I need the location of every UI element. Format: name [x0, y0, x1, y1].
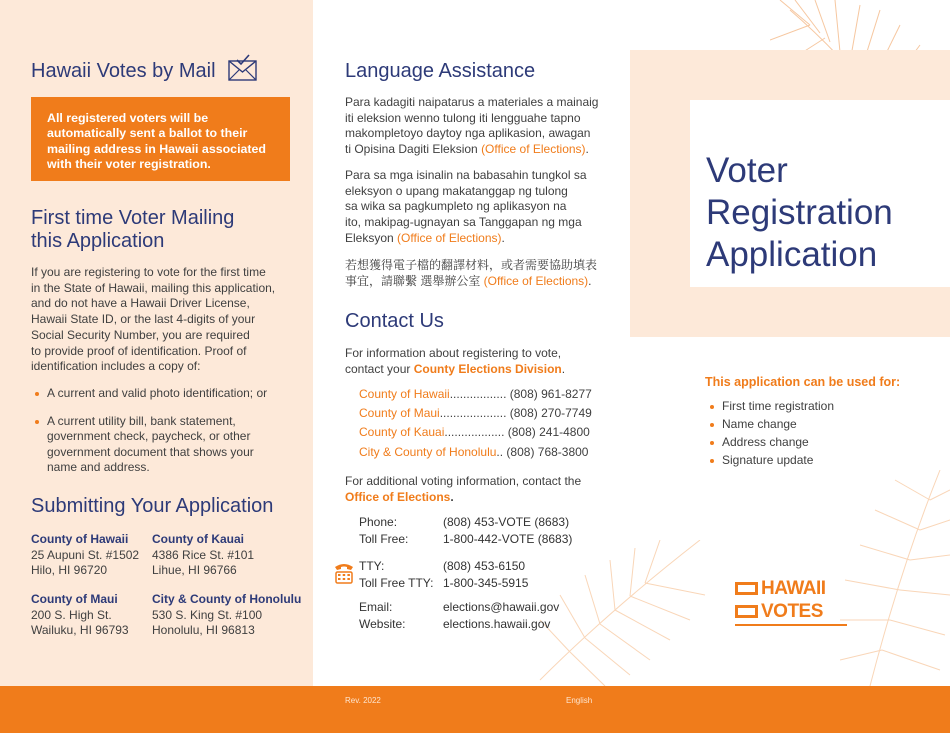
first-time-heading-line1: First time Voter Mailing: [31, 207, 235, 229]
paragraph-line: For information about registering to vote,: [345, 346, 562, 360]
list-item-text: government check, paycheck, or other: [47, 429, 251, 443]
footer-bar: [0, 686, 950, 733]
list-item: [706, 435, 926, 451]
list-item: [706, 417, 926, 433]
county-row-kauai: [359, 425, 590, 439]
county-phone: (808) 241-4800: [507, 425, 590, 439]
list-item-text: Name change: [722, 417, 797, 431]
period: .: [588, 273, 592, 288]
leader-dots: ..................: [444, 425, 505, 439]
county-row-honolulu: [359, 445, 588, 459]
first-time-heading: [31, 207, 234, 253]
paragraph-line: 事宜，請聯繫 選舉辦公室: [345, 273, 484, 288]
logo-row: [735, 601, 847, 622]
paragraph-line: contact your: [345, 361, 414, 376]
list-item: [31, 414, 291, 476]
list-item-text: Address change: [722, 435, 809, 449]
county-row-maui: [359, 406, 592, 420]
paragraph-line: ito, makipag-ugnayan sa Tanggapan ng mga: [345, 215, 582, 230]
ilocano-paragraph: [345, 95, 598, 158]
county-division-link[interactable]: County Elections Division: [413, 361, 562, 376]
address-line: 200 S. High St.: [31, 607, 112, 622]
paragraph-line: 若想獲得電子檔的翻譯材料，或者需要協助填表: [345, 258, 598, 272]
address-line: 4386 Rice St. #101: [152, 547, 255, 562]
body-line: to provide proof of identification. Proof of: [31, 343, 247, 358]
body-line: Hawaii State ID, or the last 4-digits of your: [31, 312, 256, 327]
paragraph-line: eleksyon o upang makatanggap ng tulong: [345, 183, 568, 198]
body-line: Social Security Number, you are required: [31, 327, 250, 342]
logo-row: [735, 578, 847, 599]
county-phone: (808) 961-8277: [509, 387, 592, 401]
office-of-elections-link[interactable]: Office of Elections: [345, 489, 451, 504]
address-kauai: [152, 532, 254, 579]
body-line: identification includes a copy of:: [31, 359, 201, 374]
address-name: County of Hawaii: [31, 532, 129, 546]
county-row-hawaii: [359, 387, 592, 401]
chinese-paragraph: [345, 258, 597, 289]
county-link[interactable]: County of Maui: [359, 406, 440, 420]
contact-label: Email:: [359, 600, 393, 614]
language-label: English: [566, 696, 593, 705]
contact-value: (808) 453-VOTE (8683): [443, 515, 570, 529]
email-link[interactable]: elections@hawaii.gov: [443, 600, 560, 614]
website-link[interactable]: elections.hawaii.gov: [443, 617, 551, 631]
address-line: Honolulu, HI 96813: [152, 623, 255, 637]
language-heading: Language Assistance: [345, 60, 536, 82]
contact-label: Phone:: [359, 515, 398, 529]
envelope-check-icon: [227, 52, 259, 82]
contact-label: Toll Free TTY:: [359, 576, 434, 590]
period: .: [501, 230, 505, 245]
list-item-text: A current utility bill, bank statement,: [47, 413, 236, 428]
logo-box-icon: [735, 582, 758, 595]
document-title: [706, 150, 893, 276]
list-item: [706, 453, 926, 469]
paragraph-line: sa wika sa pagkumpleto ng aplikasyon na: [345, 199, 567, 214]
paragraph-line: For additional voting information, contact the: [345, 474, 582, 488]
office-link[interactable]: (Office of Elections): [483, 273, 589, 288]
submitting-heading: Submitting Your Application: [31, 495, 274, 517]
list-item-text: name and address.: [47, 460, 150, 474]
contact-label: Toll Free:: [359, 532, 409, 546]
address-hawaii: [31, 532, 139, 579]
address-name: City & County of Honolulu: [152, 592, 302, 606]
list-item: [31, 386, 291, 402]
votes-by-mail-heading: Hawaii Votes by Mail: [31, 60, 216, 82]
paragraph-line: Para kadagiti naipatarus a materiales a mainaig: [345, 95, 599, 109]
office-link[interactable]: (Office of Elections): [397, 230, 502, 245]
logo-word: VOTES: [761, 601, 823, 622]
list-item-text: Signature update: [722, 453, 814, 467]
county-link[interactable]: County of Hawaii: [359, 387, 450, 401]
tagalog-paragraph: [345, 168, 587, 247]
body-line: If you are registering to vote for the first time: [31, 265, 266, 279]
address-line: Hilo, HI 96720: [31, 563, 108, 577]
palm-leaf-bottom-icon: [840, 470, 950, 686]
paragraph-line: makompletoyo daytoy nga aplikasion, awagan: [345, 126, 591, 141]
contact-intro: [345, 346, 565, 377]
contact-label: Website:: [359, 617, 406, 631]
paragraph-line: Eleksyon: [345, 230, 398, 245]
contact-value: (808) 453-6150: [443, 559, 526, 573]
contact-value: 1-800-345-5915: [443, 576, 529, 590]
uses-list: [706, 399, 926, 469]
county-phone: (808) 768-3800: [506, 445, 589, 459]
title-line: Application: [706, 235, 878, 274]
contact-heading: Contact Us: [345, 310, 444, 332]
list-item-text: government document that shows your: [47, 444, 254, 459]
paragraph-line: Para sa mga isinalin na babasahin tungkol sa: [345, 168, 587, 182]
county-link[interactable]: City & County of Honolulu: [359, 445, 497, 459]
address-line: 25 Aupuni St. #1502: [31, 547, 140, 562]
logo-box-icon: [735, 605, 758, 618]
address-line: 530 S. King St. #100: [152, 607, 263, 622]
logo-word: HAWAII: [761, 578, 826, 599]
id-requirements-list: [31, 386, 291, 476]
list-item-text: A current and valid photo identification; or: [47, 386, 268, 400]
period: .: [561, 361, 566, 376]
address-maui: [31, 592, 129, 639]
address-line: Wailuku, HI 96793: [31, 623, 129, 637]
list-item: [706, 399, 926, 415]
office-link[interactable]: (Office of Elections): [481, 142, 586, 157]
tty-phone-icon: [333, 561, 355, 585]
logo-underline: [735, 624, 847, 626]
address-name: County of Maui: [31, 592, 118, 606]
revision-label: Rev. 2022: [345, 696, 381, 705]
title-line: Voter: [706, 151, 788, 190]
leader-dots: .................: [449, 387, 507, 401]
contact-label: TTY:: [359, 559, 385, 573]
period: .: [585, 142, 589, 157]
period: .: [450, 489, 454, 504]
list-item-text: First time registration: [722, 399, 835, 413]
hawaii-votes-logo: [735, 578, 847, 626]
first-time-body: [31, 265, 275, 375]
address-name: County of Kauai: [152, 532, 244, 546]
body-line: and do not have a Hawaii Driver License,: [31, 296, 250, 311]
mail-ballot-banner: All registered voters will be automatically sent a ballot to their mailing address in Hawaii associated with their voter registration.: [31, 97, 290, 181]
additional-info: [345, 474, 581, 505]
contact-value: 1-800-442-VOTE (8683): [443, 532, 573, 546]
first-time-heading-line2: this Application: [31, 230, 165, 252]
paragraph-line: ti Opisina Dagiti Eleksion: [345, 142, 482, 157]
address-line: Lihue, HI 96766: [152, 563, 237, 577]
title-line: Registration: [706, 193, 893, 232]
leader-dots: ....................: [439, 406, 507, 420]
address-honolulu: [152, 592, 301, 639]
county-phone: (808) 270-7749: [509, 406, 592, 420]
leader-dots: ..: [496, 445, 504, 459]
uses-heading: This application can be used for:: [705, 375, 901, 389]
paragraph-line: iti eleksion wenno tulong iti lengguahe tapno: [345, 110, 581, 125]
county-link[interactable]: County of Kauai: [359, 425, 445, 439]
body-line: in the State of Hawaii, mailing this application,: [31, 280, 276, 295]
